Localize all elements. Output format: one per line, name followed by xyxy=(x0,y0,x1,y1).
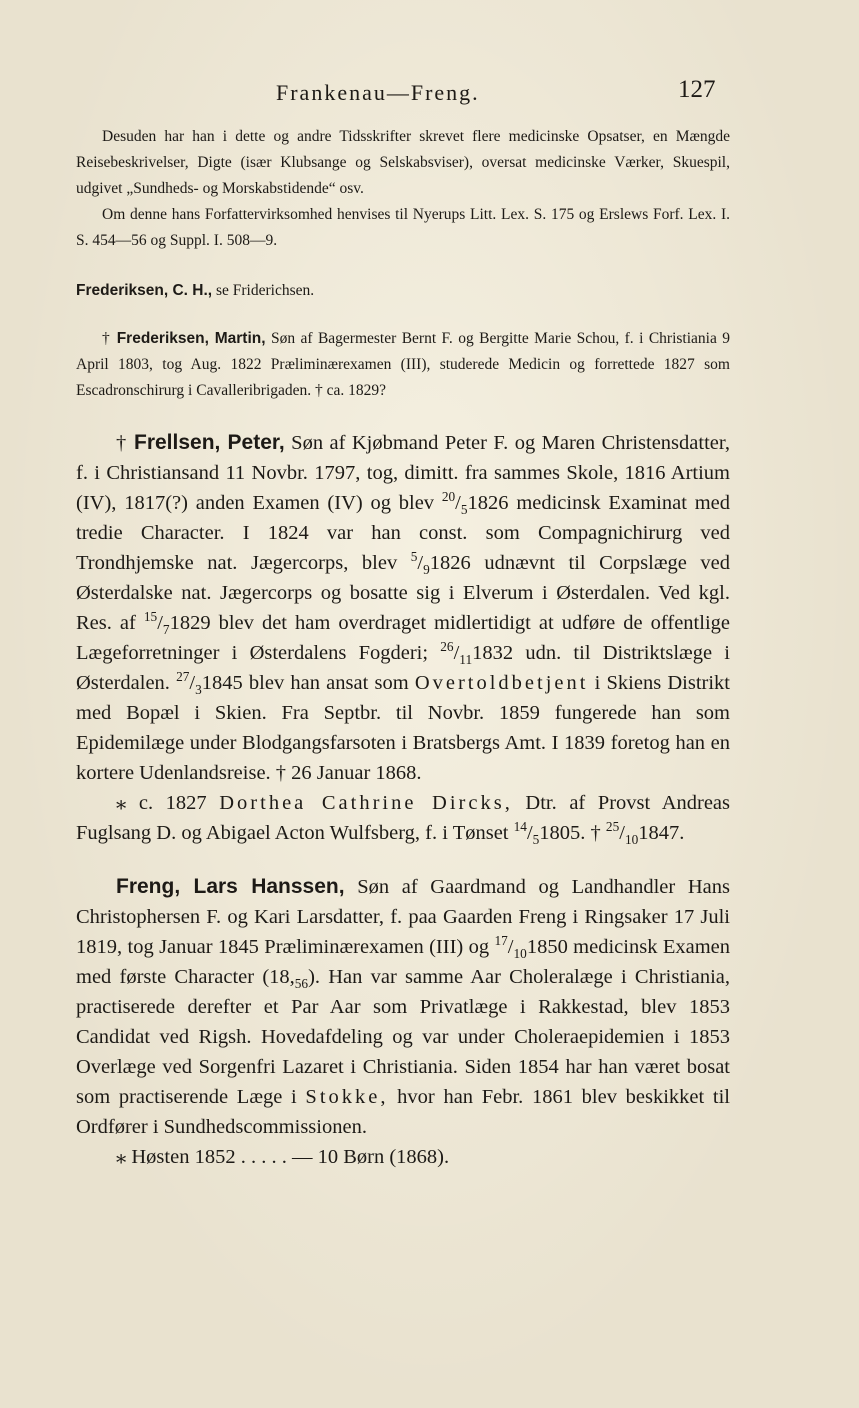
dagger-mark: † xyxy=(116,432,134,454)
entry-headword: Frellsen, Peter, xyxy=(134,431,285,454)
date-sub: 7 xyxy=(162,622,170,638)
page-number: 127 xyxy=(678,76,716,103)
entry-text: Søn af Bagermester Bernt F. og Bergitte Marie Schou, f. i Christiania 9 April 1803, tog Aug. 1822 Præliminærexamen (III), studerede Medicin og forrettede 1827 som Escadronschirurg i Cavalleribrigaden. † ca. 1829? xyxy=(76,330,730,399)
date-sup: 15 xyxy=(143,609,158,625)
entry-frederiksen-martin xyxy=(76,326,730,404)
entry-text: Søn af Gaardmand og Landhandler Hans Christophersen F. og Kari Larsdatter, f. paa Gaarden Freng i Ringsaker 17 Juli 1819, tog Januar 1845 Præliminærexamen (III) og xyxy=(76,876,730,958)
date-sub: 9 xyxy=(423,562,430,578)
entry-text: 1826 medicinsk Examinat med tredie Character. I 1824 var han const. som Compagnichirurg ved Trondhjemske nat. Jægercorps, blev xyxy=(76,492,730,574)
date-sub: 5 xyxy=(460,502,468,518)
entry-text: Søn af Kjøbmand Peter F. og Maren Christensdatter, f. i Christiansand 11 Novbr. 1797, tog, dimitt. fra sammes Skole, 1816 Artium (IV), 1817(?) anden Examen (IV) og blev xyxy=(76,432,731,514)
entry-text: c. 1827 xyxy=(138,792,220,814)
paragraph: Freng, Lars Hanssen, Søn af Gaardmand og Landhandler Hans Christophersen F. og Kari Larsdatter, f. paa Gaarden Freng i Ringsaker 17 Juli 1819, tog Januar 1845 Præliminærexamen (III) og $^{17}/_{10}1850$ medicinsk Examen med første Character $(18,_{56})$. Han var samme Aar Choleralæge i Christiania, practiserede derefter et Par Aar som Privatlæge i Rakkestad, blev 1853 Candidat ved Rigsh. Hovedafdeling og var under Choleraepidemien i 1853 Overlæge ved Sorgenfri Lazaret i Christiania. Siden 1854 har han været bosat som practiserende Læge i Stokke, hvor han Febr. 1861 blev beskikket til Ordfører i Sundhedscommissionen. xyxy=(76,875,730,1138)
marriage-paragraph xyxy=(76,1142,730,1172)
spaced-text: Stokke, xyxy=(305,1086,389,1108)
entry-text: 1850 medicinsk Examen med første Character (18, xyxy=(76,936,730,988)
entry-text: 1832 udn. til Distriktslæge i Østerdalen. xyxy=(76,642,730,694)
date-sup: 5 xyxy=(410,549,418,565)
date-sup: 20 xyxy=(441,489,456,505)
date-sub: 3 xyxy=(195,682,202,698)
spacer xyxy=(76,404,730,428)
entry-freng xyxy=(76,872,730,1172)
entry-text: ). Han var samme Aar Choleralæge i Christiania, practiserede derefter et Par Aar som Privatlæge i Rakkestad, blev 1853 Candidat ved Rigsh. Hovedafdeling og var under Choleraepidemien i 1853 Overlæge ved Sorgenfri Lazaret i Christiania. Siden 1854 har han været bosat som practiserende Læge i xyxy=(76,966,730,1108)
grade-sub: 56 xyxy=(294,976,309,992)
spaced-text: Overtoldbetjent xyxy=(414,672,589,694)
entry-headword: Freng, Lars Hanssen, xyxy=(116,875,345,898)
entry-text: 1826 udnævnt til Corpslæge ved Østerdalske nat. Jægercorps og bosatte sig i Elverum i Østerdalen. Ved kgl. Res. af xyxy=(76,552,730,634)
paragraph xyxy=(76,326,730,404)
date-sup: 26 xyxy=(440,639,454,655)
entry-text: hvor han Febr. 1861 blev beskikket til Ordfører i Sundhedscommissionen. xyxy=(76,1086,730,1138)
page-body xyxy=(76,124,730,1172)
spacer xyxy=(76,254,730,278)
entry-text: 1805. † xyxy=(539,822,606,844)
paragraph: Om denne hans Forfattervirksomhed henvises til Nyerups Litt. Lex. S. 175 og Erslews Forf. Lex. I. S. 454—56 og Suppl. I. 508—9. xyxy=(76,206,730,249)
date-sup: 25 xyxy=(605,819,620,835)
date-sub: 5 xyxy=(532,832,540,848)
entry-text: se Friderichsen. xyxy=(212,282,315,299)
paragraph xyxy=(76,278,730,304)
marriage-star-icon: ⁎ xyxy=(116,792,139,814)
dagger-mark: † xyxy=(102,330,117,347)
entry-frankenau-continuation xyxy=(76,124,730,254)
entry-frederiksen-ch xyxy=(76,278,730,304)
spacer xyxy=(76,848,730,872)
entry-text: Dtr. af Provst Andreas Fuglsang D. og Abigael Acton Wulfsberg, f. i Tønset xyxy=(76,792,730,844)
entry-frellsen xyxy=(76,428,730,848)
entry-text: 1845 blev han ansat som xyxy=(201,672,415,694)
paragraph: † Frellsen, Peter, Søn af Kjøbmand Peter F. og Maren Christensdatter, f. i Christiansand 11 Novbr. 1797, tog, dimitt. fra sammes Skole, 1816 Artium (IV), 1817(?) anden Examen (IV) og blev $^{20}/_51826$ medicinsk Examinat med tredie Character. I 1824 var han const. som Compagnichirurg ved Trondhjemske nat. Jægercorps, blev $^5/_91826$ udnævnt til Corpslæge ved Østerdalske nat. Jægercorps og bosatte sig i Elverum i Østerdalen. Ved kgl. Res. af $^{15}/_71829$ blev det ham overdraget midlertidigt at udføre de offentlige Lægeforretninger i Østerdalens Fogderi; $^{26}/_{11}1832$ udn. til Distriktslæge i Østerdalen. $^{27}/_31845$ blev han ansat som Overtoldbetjent i Skiens Distrikt med Bopæl i Skien. Fra Septbr. til Novbr. 1859 fungerede han som Epidemilæge under Blodgangsfarsoten i Bratsbergs Amt. I 1839 foretog han en kortere Udenlandsreise. † 26 Januar 1868. xyxy=(76,431,731,784)
entry-headword: Frederiksen, Martin, xyxy=(116,330,266,347)
date-sup: 14 xyxy=(513,819,527,835)
date-sup: 27 xyxy=(176,669,190,685)
spaced-text: Dorthea Cathrine Dircks, xyxy=(219,792,513,814)
entry-text: 1829 blev det ham overdraget midlertidigt at udføre de offentlige Lægeforretninger i Østerdalens Fogderi; xyxy=(76,612,730,664)
entry-text: i Skiens Distrikt med Bopæl i Skien. Fra Septbr. til Novbr. 1859 fungerede han som Epidemilæge under Blodgangsfarsoten i Bratsbergs Amt. I 1839 foretog han en kortere Udenlandsreise. † 26 Januar 1868. xyxy=(76,672,730,784)
entry-text: Høsten 1852 . . . . . — 10 Børn (1868). xyxy=(131,1146,450,1168)
entry-headword: Frederiksen, C. H., xyxy=(76,282,213,299)
date-sub: 10 xyxy=(513,946,527,962)
marriage-star-icon: ⁎ xyxy=(116,1146,132,1168)
entry-text: 1847. xyxy=(638,822,685,844)
date-sup: 17 xyxy=(494,933,508,949)
date-sub: 11 xyxy=(459,652,473,668)
paragraph: Desuden har han i dette og andre Tidsskrifter skrevet flere medicinske Opsatser, en Mængde Reisebeskrivelser, Digte (især Klubsange og Selskabsviser), oversat medicinske Værker, Skuespil, udgivet „Sundheds- og Morskabstidende“ osv. xyxy=(76,128,730,197)
running-head: Frankenau—Freng. xyxy=(276,80,480,105)
marriage-paragraph: ⁎ c. 1827 Dorthea Cathrine Dircks, Dtr. af Provst Andreas Fuglsang D. og Abigael Acton Wulfsberg, f. i Tønset $^{14}/_51805$. † $^{25}/_{10}1847$. xyxy=(76,792,730,848)
spacer xyxy=(76,304,730,326)
page-header xyxy=(0,72,859,112)
date-sub: 10 xyxy=(624,832,639,848)
